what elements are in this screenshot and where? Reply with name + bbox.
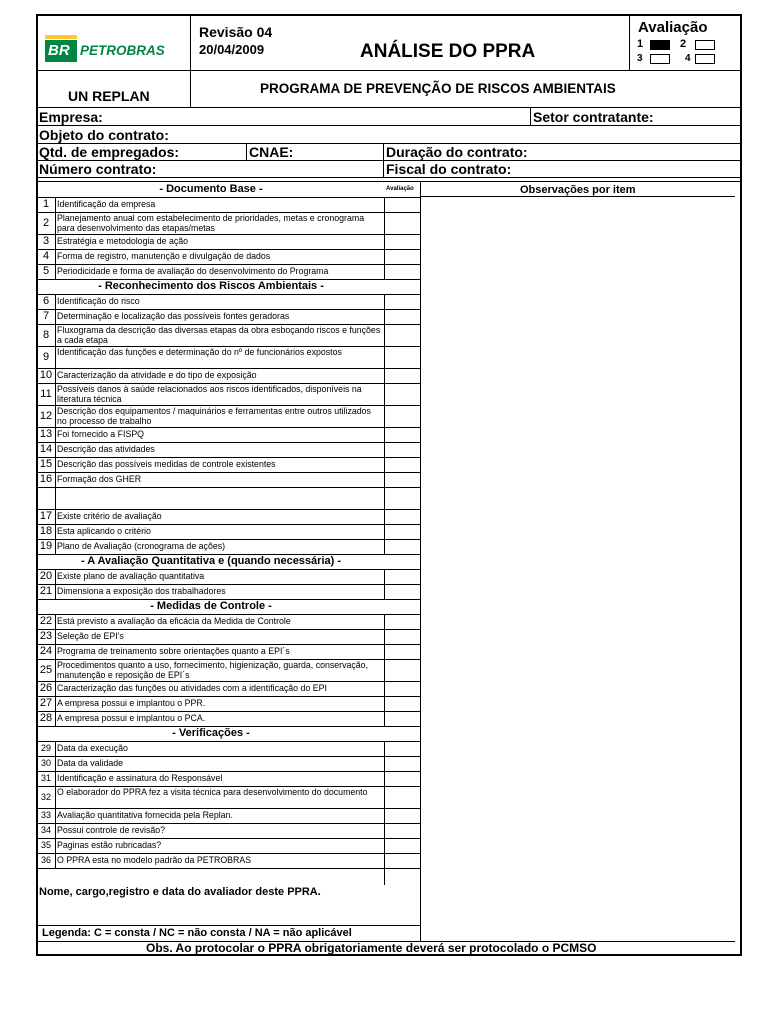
item-number: 15	[39, 458, 53, 470]
revision-label: Revisão 04	[199, 24, 273, 40]
avaliacao-cell[interactable]	[385, 682, 419, 695]
avaliacao-cell[interactable]	[385, 198, 419, 211]
avaliacao-cell[interactable]	[385, 525, 419, 538]
avaliacao-cell[interactable]	[385, 510, 419, 523]
duracao-field[interactable]: Duração do contrato:	[386, 144, 528, 160]
item-number: 4	[42, 250, 50, 262]
section-title: - A Avaliação Quantitativa e (quando necessária) -	[81, 555, 341, 567]
empresa-field[interactable]: Empresa:	[39, 109, 103, 125]
item-description: Caracterização da atividade e do tipo de exposição	[57, 370, 257, 380]
item-number: 36	[40, 855, 51, 865]
item-description: A empresa possui e implantou o PCA.	[57, 713, 206, 723]
avaliacao-cell[interactable]	[385, 809, 419, 822]
objeto-field[interactable]: Objeto do contrato:	[39, 127, 169, 143]
item-number: 35	[40, 840, 51, 850]
avaliacao-cell[interactable]	[385, 585, 419, 598]
cnae-field[interactable]: CNAE:	[249, 144, 294, 160]
avaliacao-cell[interactable]	[385, 772, 419, 785]
item-number	[38, 487, 54, 509]
item-number: 32	[40, 792, 51, 802]
logo-br-text: BR	[48, 42, 70, 59]
item-description: Programa de treinamento sobre orientações quanto a EPI´s	[57, 646, 290, 656]
item-description: Data da validade	[57, 758, 124, 768]
item-description: Possíveis danos à saúde relacionados aos riscos identificados, disponíveis na literatura técnica	[57, 384, 362, 404]
item-number: 25	[39, 664, 53, 676]
item-number: 27	[39, 697, 53, 709]
rating-option-4: 4	[685, 53, 691, 64]
item-description: Possui controle de revisão?	[57, 825, 166, 835]
avaliacao-cell[interactable]	[385, 697, 419, 710]
avaliacao-cell[interactable]	[385, 757, 419, 770]
avaliacao-cell[interactable]	[385, 235, 419, 248]
avaliacao-cell[interactable]	[385, 660, 419, 680]
item-description: Planejamento anual com estabelecimento de prioridades, metas e cronograma para desenvolvimento das etapas/metas	[57, 213, 365, 233]
avaliacao-cell[interactable]	[385, 406, 419, 426]
item-number: 14	[39, 443, 53, 455]
item-description: Seleção de EPI's	[57, 631, 124, 641]
item-number: 24	[39, 645, 53, 657]
item-description: Descrição das possíveis medidas de controle existentes	[57, 459, 276, 469]
item-number: 20	[39, 570, 53, 582]
item-description: Esta aplicando o critério	[57, 526, 151, 536]
item-description: Identificação e assinatura do Responsável	[57, 773, 223, 783]
item-description: Periodicidade e forma de avaliação do desenvolvimento do Programa	[57, 266, 329, 276]
avaliacao-cell[interactable]	[385, 787, 419, 807]
item-description: Data da execução	[57, 743, 128, 753]
item-number: 8	[42, 329, 50, 341]
item-description: A empresa possui e implantou o PPR.	[57, 698, 206, 708]
item-description: Fluxograma da descrição das diversas etapas da obra esboçando riscos e funções a cada etapa	[57, 325, 381, 345]
avaliacao-cell[interactable]	[385, 369, 419, 382]
program-title: PROGRAMA DE PREVENÇÃO DE RISCOS AMBIENTAIS	[260, 81, 616, 96]
item-description: O PPRA esta no modelo padrão da PETROBRAS	[57, 855, 252, 865]
item-number: 6	[42, 295, 50, 307]
avaliacao-cell[interactable]	[385, 458, 419, 471]
revision-date: 20/04/2009	[199, 42, 265, 57]
item-number: 1	[42, 198, 50, 210]
item-number: 9	[42, 351, 50, 363]
avaliacao-cell[interactable]	[385, 540, 419, 553]
rating-checkbox-3[interactable]	[650, 54, 670, 64]
avaliacao-cell[interactable]	[385, 250, 419, 263]
item-number: 31	[40, 773, 51, 783]
avaliacao-cell[interactable]	[385, 347, 419, 367]
item-number: 28	[39, 712, 53, 724]
qtd-empregados-field[interactable]: Qtd. de empregados:	[39, 144, 180, 160]
legend-text: Legenda: C = consta / NC = não consta / NA = não aplicável	[42, 927, 352, 939]
evaluator-label: Nome, cargo,registro e data do avaliador deste PPRA.	[39, 886, 321, 898]
item-description: Procedimentos quanto a uso, fornecimento, higienização, guarda, conservação, manutenção e reposição de EPI´s	[57, 660, 369, 680]
section-title: - Medidas de Controle -	[150, 600, 272, 612]
avaliacao-cell[interactable]	[385, 854, 419, 867]
document-title: ANÁLISE DO PPRA	[360, 41, 536, 62]
item-number: 22	[39, 615, 53, 627]
avaliacao-cell[interactable]	[385, 645, 419, 658]
item-number: 7	[42, 310, 50, 322]
item-description: Formação dos GHER	[57, 474, 142, 484]
item-description: Plano de Avaliação (cronograma de ações)	[57, 541, 226, 551]
avaliacao-cell[interactable]	[385, 213, 419, 233]
item-number: 17	[39, 510, 53, 522]
item-number: 11	[40, 388, 52, 400]
item-number: 19	[39, 540, 53, 552]
item-number: 26	[39, 682, 53, 694]
obs-pcmso: Obs. Ao protocolar o PPRA obrigatoriamente deverá ser protocolado o PCMSO	[146, 941, 597, 955]
avaliacao-header: Avaliação	[386, 186, 414, 192]
item-number: 13	[39, 428, 53, 440]
item-number: 16	[39, 473, 53, 485]
rating-label: Avaliação	[638, 19, 708, 36]
numero-contrato-field[interactable]: Número contrato:	[39, 161, 157, 177]
item-number: 12	[39, 410, 53, 422]
item-description: Descrição dos equipamentos / maquinários e ferramentas entre outros utilizados no processo de trabalho	[57, 406, 371, 426]
item-number: 3	[42, 235, 50, 247]
avaliacao-cell[interactable]	[385, 325, 419, 345]
item-description: Paginas estão rubricadas?	[57, 840, 162, 850]
avaliacao-cell[interactable]	[385, 428, 419, 441]
item-description: O elaborador do PPRA fez a visita técnica para desenvolvimento do documento	[57, 787, 368, 797]
item-description: Existe critério de avaliação	[57, 511, 162, 521]
rating-checkbox-4[interactable]	[695, 54, 715, 64]
avaliacao-cell[interactable]	[385, 295, 419, 308]
item-number: 23	[39, 630, 53, 642]
avaliacao-cell[interactable]	[385, 630, 419, 643]
item-description: Identificação das funções e determinação do nº de funcionários expostos	[57, 347, 342, 357]
item-description: Dimensiona a exposição dos trabalhadores	[57, 586, 226, 596]
avaliacao-cell[interactable]	[385, 839, 419, 852]
item-number: 29	[40, 743, 51, 753]
section-title: - Reconhecimento dos Riscos Ambientais -	[98, 280, 324, 292]
rating-checkbox-1[interactable]	[650, 40, 670, 50]
logo-yellow-bar	[45, 35, 77, 39]
avaliacao-cell[interactable]	[385, 570, 419, 583]
item-number: 2	[42, 217, 50, 229]
item-number: 18	[39, 525, 53, 537]
section-title: - Verificações -	[172, 727, 250, 739]
setor-field[interactable]: Setor contratante:	[533, 109, 654, 125]
section-title: - Documento Base -	[159, 183, 263, 195]
fiscal-field[interactable]: Fiscal do contrato:	[386, 161, 512, 177]
item-description: Identificação da empresa	[57, 199, 156, 209]
avaliacao-cell[interactable]	[385, 384, 419, 404]
rating-option-2: 2	[680, 38, 687, 50]
item-description: Identificação do risco	[57, 296, 140, 306]
avaliacao-cell[interactable]	[385, 310, 419, 323]
item-number: 5	[42, 265, 50, 277]
item-description: Estratégia e metodologia de ação	[57, 236, 189, 246]
rating-option-1: 1	[637, 38, 644, 50]
item-number: 34	[40, 825, 51, 835]
avaliacao-cell[interactable]	[385, 473, 419, 486]
avaliacao-cell[interactable]	[385, 443, 419, 456]
item-number: 10	[39, 369, 53, 381]
item-number: 30	[40, 758, 51, 768]
rating-checkbox-2[interactable]	[695, 40, 715, 50]
observacoes-header: Observações por item	[520, 184, 636, 196]
avaliacao-cell[interactable]	[385, 824, 419, 837]
item-description: Está previsto a avaliação da eficácia da Medida de Controle	[57, 616, 291, 626]
avaliacao-cell[interactable]	[385, 742, 419, 755]
item-description: Determinação e localização das possíveis fontes geradoras	[57, 311, 290, 321]
petrobras-logo	[44, 35, 184, 65]
item-number: 21	[39, 585, 53, 597]
avaliacao-cell[interactable]	[385, 265, 419, 278]
avaliacao-cell[interactable]	[385, 488, 419, 508]
item-number: 33	[40, 810, 51, 820]
item-description: Forma de registro, manutenção e divulgação de dados	[57, 251, 271, 261]
item-description: Existe plano de avaliação quantitativa	[57, 571, 205, 581]
rating-option-3: 3	[637, 53, 643, 64]
item-description: Descrição das atividades	[57, 444, 155, 454]
avaliacao-cell[interactable]	[385, 615, 419, 628]
item-description: Caracterização das funções ou atividades com a identificação do EPI	[57, 683, 327, 693]
item-description: Foi fornecido a FISPQ	[57, 429, 145, 439]
unit-name: UN REPLAN	[68, 88, 150, 104]
item-description: Avaliação quantitativa fornecida pela Replan.	[57, 810, 233, 820]
avaliacao-cell[interactable]	[385, 712, 419, 725]
logo-name: PETROBRAS	[80, 43, 165, 58]
